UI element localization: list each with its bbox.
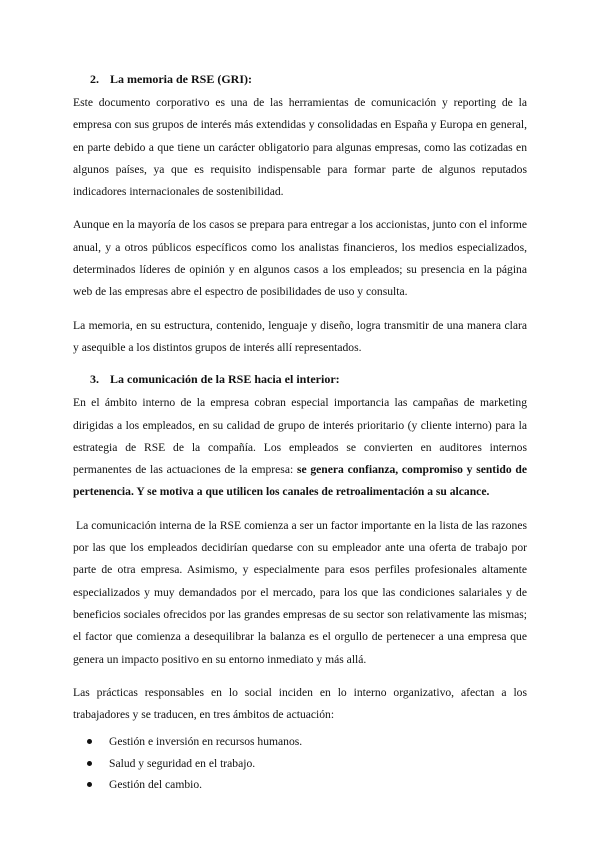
- bullet-icon: [87, 761, 92, 766]
- list-item: [87, 774, 527, 796]
- paragraph: Las prácticas responsables en lo social inciden en lo interno organizativo, afectan a los trabajadores y se traducen, en tres ámbitos de actuación:: [73, 685, 527, 722]
- section-heading-memoria-rse: [73, 70, 527, 88]
- section-title: La memoria de RSE (GRI):: [110, 72, 252, 86]
- paragraph: Aunque en la mayoría de los casos se prepara para entregar a los accionistas, junto con el informe anual, y a otros públicos específicos como los analistas financieros, los medios especializados, determinados líderes de opinión y en algunos casos a los empleados; su presencia en la página web de las empresas abre el espectro de posibilidades de uso y consulta.: [73, 218, 527, 299]
- paragraph: Este documento corporativo es una de las herramientas de comunicación y reporting de la empresa con sus grupos de interés más extendidas y consolidadas en España y Europa en general, en parte debido a que tiene un carácter obligatorio para algunas empresas, como las cotizadas en algunos países, ya que es requisito indispensable para formar parte de algunos reputados indicadores internacionales de sostenibilidad.: [73, 96, 527, 199]
- paragraph: La memoria, en su estructura, contenido, lenguaje y diseño, logra transmitir de una manera clara y asequible a los distintos grupos de interés allí representados.: [73, 318, 527, 354]
- bullet-icon: [87, 739, 92, 744]
- section-number: 2.: [90, 72, 99, 86]
- paragraph-text: En el ámbito interno de la empresa cobran especial importancia las campañas de marketing dirigidas a los empleados, en su calidad de grupo de interés prioritario (y cliente interno) para la estrategia de RSE de la compañía. Los empleados se convierten en auditores internos permanentes de las actuaciones de la empresa:: [73, 396, 527, 477]
- list-item: [87, 731, 527, 753]
- paragraph: [73, 392, 527, 503]
- bullet-icon: [87, 782, 92, 787]
- section-heading-comunicacion-interior: [73, 370, 527, 388]
- bold-emphasis: se genera confianza, compromiso y sentido de pertenencia. Y se motiva a que utilicen los canales de retroalimentación a su alcance.: [73, 463, 527, 499]
- paragraph: La comunicación interna de la RSE comienza a ser un factor importante en la lista de las razones por las que los empleados decidirían quedarse con su empleador ante una oferta de trabajo por parte de otra empresa. Asimismo, y especialmente para esos perfiles profesionales altamente especializados y muy demandados por el mercado, para los que las condiciones salariales y de beneficios sociales ofrecidos por las grandes empresas de su sector son relativamente las mismas; el factor que comienza a desequilibrar la balanza es el orgullo de pertenecer a una empresa que genera un impacto positivo en su entorno inmediato y más allá.: [73, 518, 530, 666]
- list-item-text: Salud y seguridad en el trabajo.: [109, 756, 256, 770]
- list-item: [87, 753, 527, 775]
- section-title: La comunicación de la RSE hacia el interior:: [110, 372, 340, 387]
- section-number: 3.: [90, 372, 99, 387]
- page-content: [73, 70, 530, 796]
- list-item-text: Gestión del cambio.: [109, 778, 203, 792]
- bullet-list: [73, 731, 527, 796]
- list-item-text: Gestión e inversión en recursos humanos.: [109, 735, 303, 749]
